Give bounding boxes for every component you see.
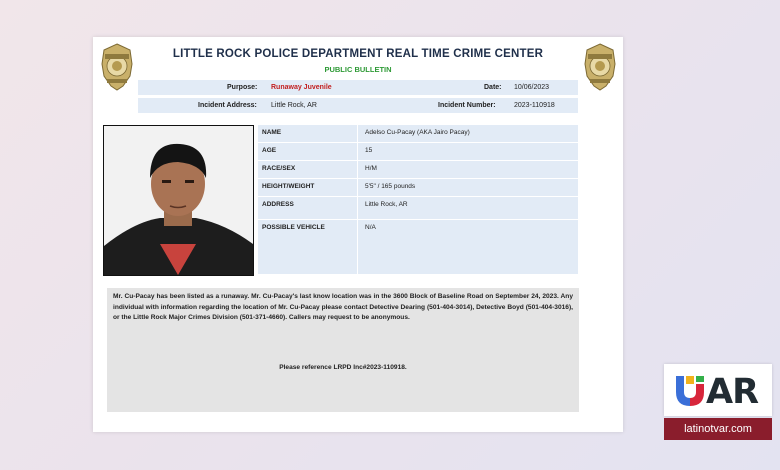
station-logo	[664, 364, 772, 416]
univision-logo-icon	[674, 374, 706, 406]
info-table	[258, 125, 578, 274]
name-value: Adelso Cu-Pacay (AKA Jairo Pacay)	[365, 129, 470, 136]
logo-ar-text: AR	[706, 372, 759, 412]
reference-text: Please reference LRPD Inc#2023-110918.	[279, 364, 407, 371]
purpose-value: Runaway Juvenile	[271, 84, 332, 91]
vehicle-label: POSSIBLE VEHICLE	[262, 224, 325, 231]
name-label: NAME	[262, 129, 282, 136]
race-sex-label: RACE/SEX	[262, 165, 296, 172]
info-row-address	[258, 197, 578, 220]
address-info-label: ADDRESS	[262, 201, 294, 208]
purpose-label: Purpose:	[227, 84, 258, 91]
date-label: Date:	[484, 84, 502, 91]
bulletin-document	[93, 37, 623, 432]
address-info-value: Little Rock, AR	[365, 201, 408, 208]
info-row-height-weight	[258, 179, 578, 197]
info-row-race-sex	[258, 161, 578, 179]
info-row-age	[258, 143, 578, 161]
bulletin-title: LITTLE ROCK POLICE DEPARTMENT REAL TIME CRIME CENTER	[172, 48, 544, 60]
address-value: Little Rock, AR	[271, 102, 317, 109]
info-row-vehicle	[258, 220, 578, 274]
header-row-address	[138, 98, 578, 113]
narrative-box	[107, 288, 579, 412]
incident-label: Incident Number:	[438, 102, 496, 109]
narrative-text: Mr. Cu-Pacay has been listed as a runaway. Mr. Cu-Pacay's last know location was in the 3600 Block of Baseline Road on September 24, 2023. Any individual with information regarding the location of Mr. Cu-Pacay please contact Detective Dearing (501-404-3014), Detective Boyd (501-404-3016), or the Little Rock Major Crimes Division (501-371-4660). Callers may request to be anonymous.	[113, 293, 573, 322]
date-value: 10/06/2023	[514, 84, 550, 91]
header-row-purpose	[138, 80, 578, 95]
height-weight-value: 5'5" / 165 pounds	[365, 183, 416, 190]
age-value: 15	[365, 147, 373, 154]
address-label: Incident Address:	[198, 102, 257, 109]
vehicle-value: N/A	[365, 224, 376, 231]
race-sex-value: H/M	[365, 165, 377, 172]
incident-value: 2023-110918	[514, 102, 555, 109]
height-weight-label: HEIGHT/WEIGHT	[262, 183, 315, 190]
subject-photo	[103, 125, 254, 276]
info-row-name	[258, 125, 578, 143]
station-url: latinotvar.com	[664, 418, 772, 440]
age-label: AGE	[262, 147, 277, 154]
bulletin-subtitle: PUBLIC BULLETIN	[324, 65, 392, 74]
